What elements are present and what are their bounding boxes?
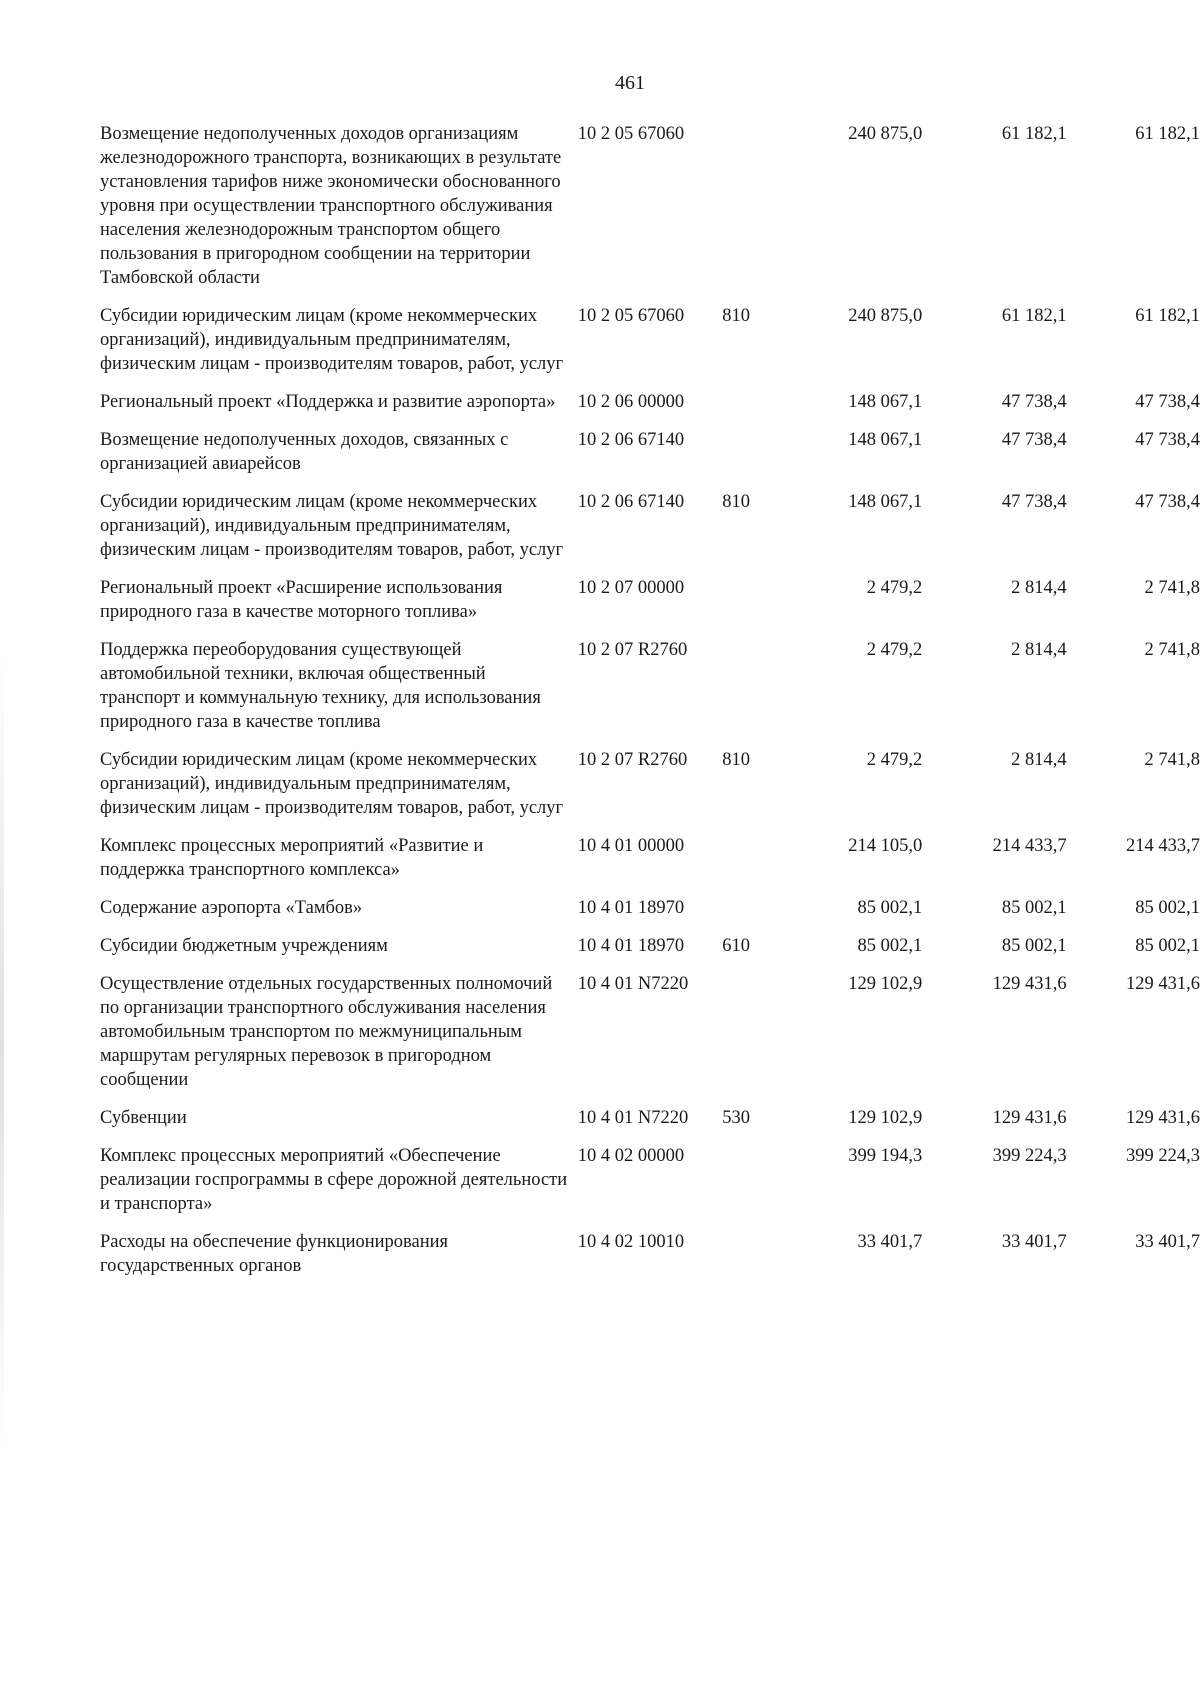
table-row — [100, 490, 1200, 576]
row-amount-year-1: 2 479,2 — [866, 640, 923, 660]
row-expense-type-code: 810 — [722, 492, 750, 512]
table-row — [100, 834, 1200, 896]
row-target-article-code: 10 2 07 R2760 — [577, 640, 688, 660]
table-row — [100, 122, 1200, 304]
row-target-article-code: 10 4 01 N7220 — [577, 974, 689, 994]
row-expense-type-code — [722, 1144, 789, 1230]
row-target-article-code: 10 2 06 67140 — [577, 492, 685, 512]
row-expense-type-code — [722, 390, 789, 428]
row-amount-year-3: 214 433,7 — [1126, 836, 1200, 856]
page-number: 461 — [615, 72, 645, 94]
row-amount-year-2: 85 002,1 — [1001, 936, 1067, 956]
row-name: Субсидии юридическим лицам (кроме некоммерческих организаций), индивидуальным предпринимателям, физическим лицам - производителям товаров, работ, услуг — [100, 492, 564, 560]
row-amount-year-1: 148 067,1 — [848, 430, 923, 450]
row-amount-year-1: 129 102,9 — [848, 974, 923, 994]
row-expense-type-code: 610 — [722, 936, 750, 956]
row-amount-year-2: 47 738,4 — [1001, 492, 1067, 512]
row-amount-year-3: 129 431,6 — [1126, 974, 1200, 994]
row-name: Возмещение недополученных доходов, связанных с организацией авиарейсов — [100, 430, 509, 474]
row-expense-type-code — [722, 834, 789, 896]
table-row — [100, 934, 1200, 972]
row-target-article-code: 10 4 02 10010 — [577, 1232, 685, 1252]
row-expense-type-code: 810 — [722, 306, 750, 326]
row-name: Осуществление отдельных государственных полномочий по организации транспортного обслуживания населения автомобильным транспортом по межмуниципальным маршрутам регулярных перевозок в пригородном сообщении — [100, 974, 553, 1090]
table-row — [100, 638, 1200, 748]
row-expense-type-code — [722, 428, 789, 490]
row-amount-year-1: 33 401,7 — [857, 1232, 923, 1252]
budget-table — [100, 122, 1200, 1292]
row-amount-year-3: 47 738,4 — [1135, 430, 1200, 450]
row-amount-year-2: 2 814,4 — [1011, 578, 1067, 598]
row-amount-year-1: 399 194,3 — [848, 1146, 923, 1166]
row-amount-year-1: 129 102,9 — [848, 1108, 923, 1128]
row-amount-year-2: 214 433,7 — [992, 836, 1067, 856]
table-row — [100, 1230, 1200, 1292]
row-amount-year-3: 61 182,1 — [1135, 306, 1200, 326]
row-amount-year-3: 47 738,4 — [1135, 392, 1200, 412]
row-name: Региональный проект «Расширение использования природного газа в качестве моторного топлива» — [100, 578, 503, 622]
row-target-article-code: 10 2 06 67140 — [577, 430, 685, 450]
table-row — [100, 576, 1200, 638]
row-target-article-code: 10 2 06 00000 — [577, 392, 685, 412]
row-target-article-code: 10 2 05 67060 — [577, 306, 685, 326]
budget-table-body — [100, 122, 1200, 1292]
row-target-article-code: 10 2 07 R2760 — [577, 750, 688, 770]
table-row — [100, 304, 1200, 390]
row-name: Расходы на обеспечение функционирования государственных органов — [100, 1232, 449, 1276]
row-amount-year-2: 61 182,1 — [1001, 306, 1067, 326]
row-name: Возмещение недополученных доходов организациям железнодорожного транспорта, возникающих в результате установления тарифов ниже экономически обоснованного уровня при осуществлении транспортного обслуживания населения железнодорожным транспортом общего пользования в пригородном сообщении на территории Тамбовской области — [100, 124, 562, 288]
table-row — [100, 748, 1200, 834]
table-row — [100, 1144, 1200, 1230]
table-row — [100, 896, 1200, 934]
row-amount-year-1: 240 875,0 — [848, 124, 923, 144]
row-target-article-code: 10 2 07 00000 — [577, 578, 685, 598]
row-amount-year-2: 129 431,6 — [992, 974, 1067, 994]
row-target-article-code: 10 4 01 00000 — [577, 836, 685, 856]
table-row — [100, 1106, 1200, 1144]
row-target-article-code: 10 2 05 67060 — [577, 124, 685, 144]
row-expense-type-code — [722, 576, 789, 638]
row-amount-year-1: 2 479,2 — [866, 750, 923, 770]
row-amount-year-3: 33 401,7 — [1135, 1232, 1200, 1252]
scan-edge-shadow — [0, 650, 4, 1450]
row-amount-year-2: 85 002,1 — [1001, 898, 1067, 918]
row-amount-year-2: 61 182,1 — [1001, 124, 1067, 144]
row-amount-year-1: 214 105,0 — [848, 836, 923, 856]
row-amount-year-3: 399 224,3 — [1126, 1146, 1200, 1166]
row-target-article-code: 10 4 01 N7220 — [577, 1108, 689, 1128]
row-name: Комплекс процессных мероприятий «Развитие и поддержка транспортного комплекса» — [100, 836, 484, 880]
row-expense-type-code — [722, 972, 789, 1106]
row-amount-year-2: 33 401,7 — [1001, 1232, 1067, 1252]
row-name: Субсидии юридическим лицам (кроме некоммерческих организаций), индивидуальным предпринимателям, физическим лицам - производителям товаров, работ, услуг — [100, 750, 564, 818]
row-amount-year-3: 129 431,6 — [1126, 1108, 1200, 1128]
row-expense-type-code: 530 — [722, 1108, 750, 1128]
row-expense-type-code: 810 — [722, 750, 750, 770]
row-expense-type-code — [722, 638, 789, 748]
row-amount-year-2: 47 738,4 — [1001, 392, 1067, 412]
table-row — [100, 390, 1200, 428]
row-amount-year-2: 2 814,4 — [1011, 750, 1067, 770]
row-target-article-code: 10 4 01 18970 — [577, 898, 685, 918]
row-amount-year-2: 129 431,6 — [992, 1108, 1067, 1128]
table-row — [100, 428, 1200, 490]
row-amount-year-2: 399 224,3 — [992, 1146, 1067, 1166]
row-amount-year-1: 148 067,1 — [848, 492, 923, 512]
row-amount-year-3: 2 741,8 — [1144, 640, 1200, 660]
row-expense-type-code — [722, 896, 789, 934]
table-row — [100, 972, 1200, 1106]
row-amount-year-3: 47 738,4 — [1135, 492, 1200, 512]
row-expense-type-code — [722, 122, 789, 304]
row-amount-year-1: 148 067,1 — [848, 392, 923, 412]
row-name: Содержание аэропорта «Тамбов» — [100, 898, 363, 918]
row-amount-year-3: 61 182,1 — [1135, 124, 1200, 144]
row-expense-type-code — [722, 1230, 789, 1292]
row-amount-year-3: 2 741,8 — [1144, 750, 1200, 770]
row-amount-year-2: 2 814,4 — [1011, 640, 1067, 660]
row-amount-year-3: 85 002,1 — [1135, 936, 1200, 956]
row-target-article-code: 10 4 01 18970 — [577, 936, 685, 956]
row-target-article-code: 10 4 02 00000 — [577, 1146, 685, 1166]
row-name: Региональный проект «Поддержка и развитие аэропорта» — [100, 392, 556, 412]
row-name: Субвенции — [100, 1108, 187, 1128]
row-name: Комплекс процессных мероприятий «Обеспечение реализации госпрограммы в сфере дорожной деятельности и транспорта» — [100, 1146, 568, 1214]
row-amount-year-1: 240 875,0 — [848, 306, 923, 326]
row-amount-year-3: 2 741,8 — [1144, 578, 1200, 598]
row-amount-year-1: 85 002,1 — [857, 898, 923, 918]
row-name: Субсидии юридическим лицам (кроме некоммерческих организаций), индивидуальным предпринимателям, физическим лицам - производителям товаров, работ, услуг — [100, 306, 564, 374]
row-amount-year-2: 47 738,4 — [1001, 430, 1067, 450]
row-amount-year-3: 85 002,1 — [1135, 898, 1200, 918]
row-name: Поддержка переоборудования существующей автомобильной техники, включая общественный транспорт и коммунальную технику, для использования природного газа в качестве топлива — [100, 640, 541, 732]
row-name: Субсидии бюджетным учреждениям — [100, 936, 388, 956]
row-amount-year-1: 2 479,2 — [866, 578, 923, 598]
row-amount-year-1: 85 002,1 — [857, 936, 923, 956]
